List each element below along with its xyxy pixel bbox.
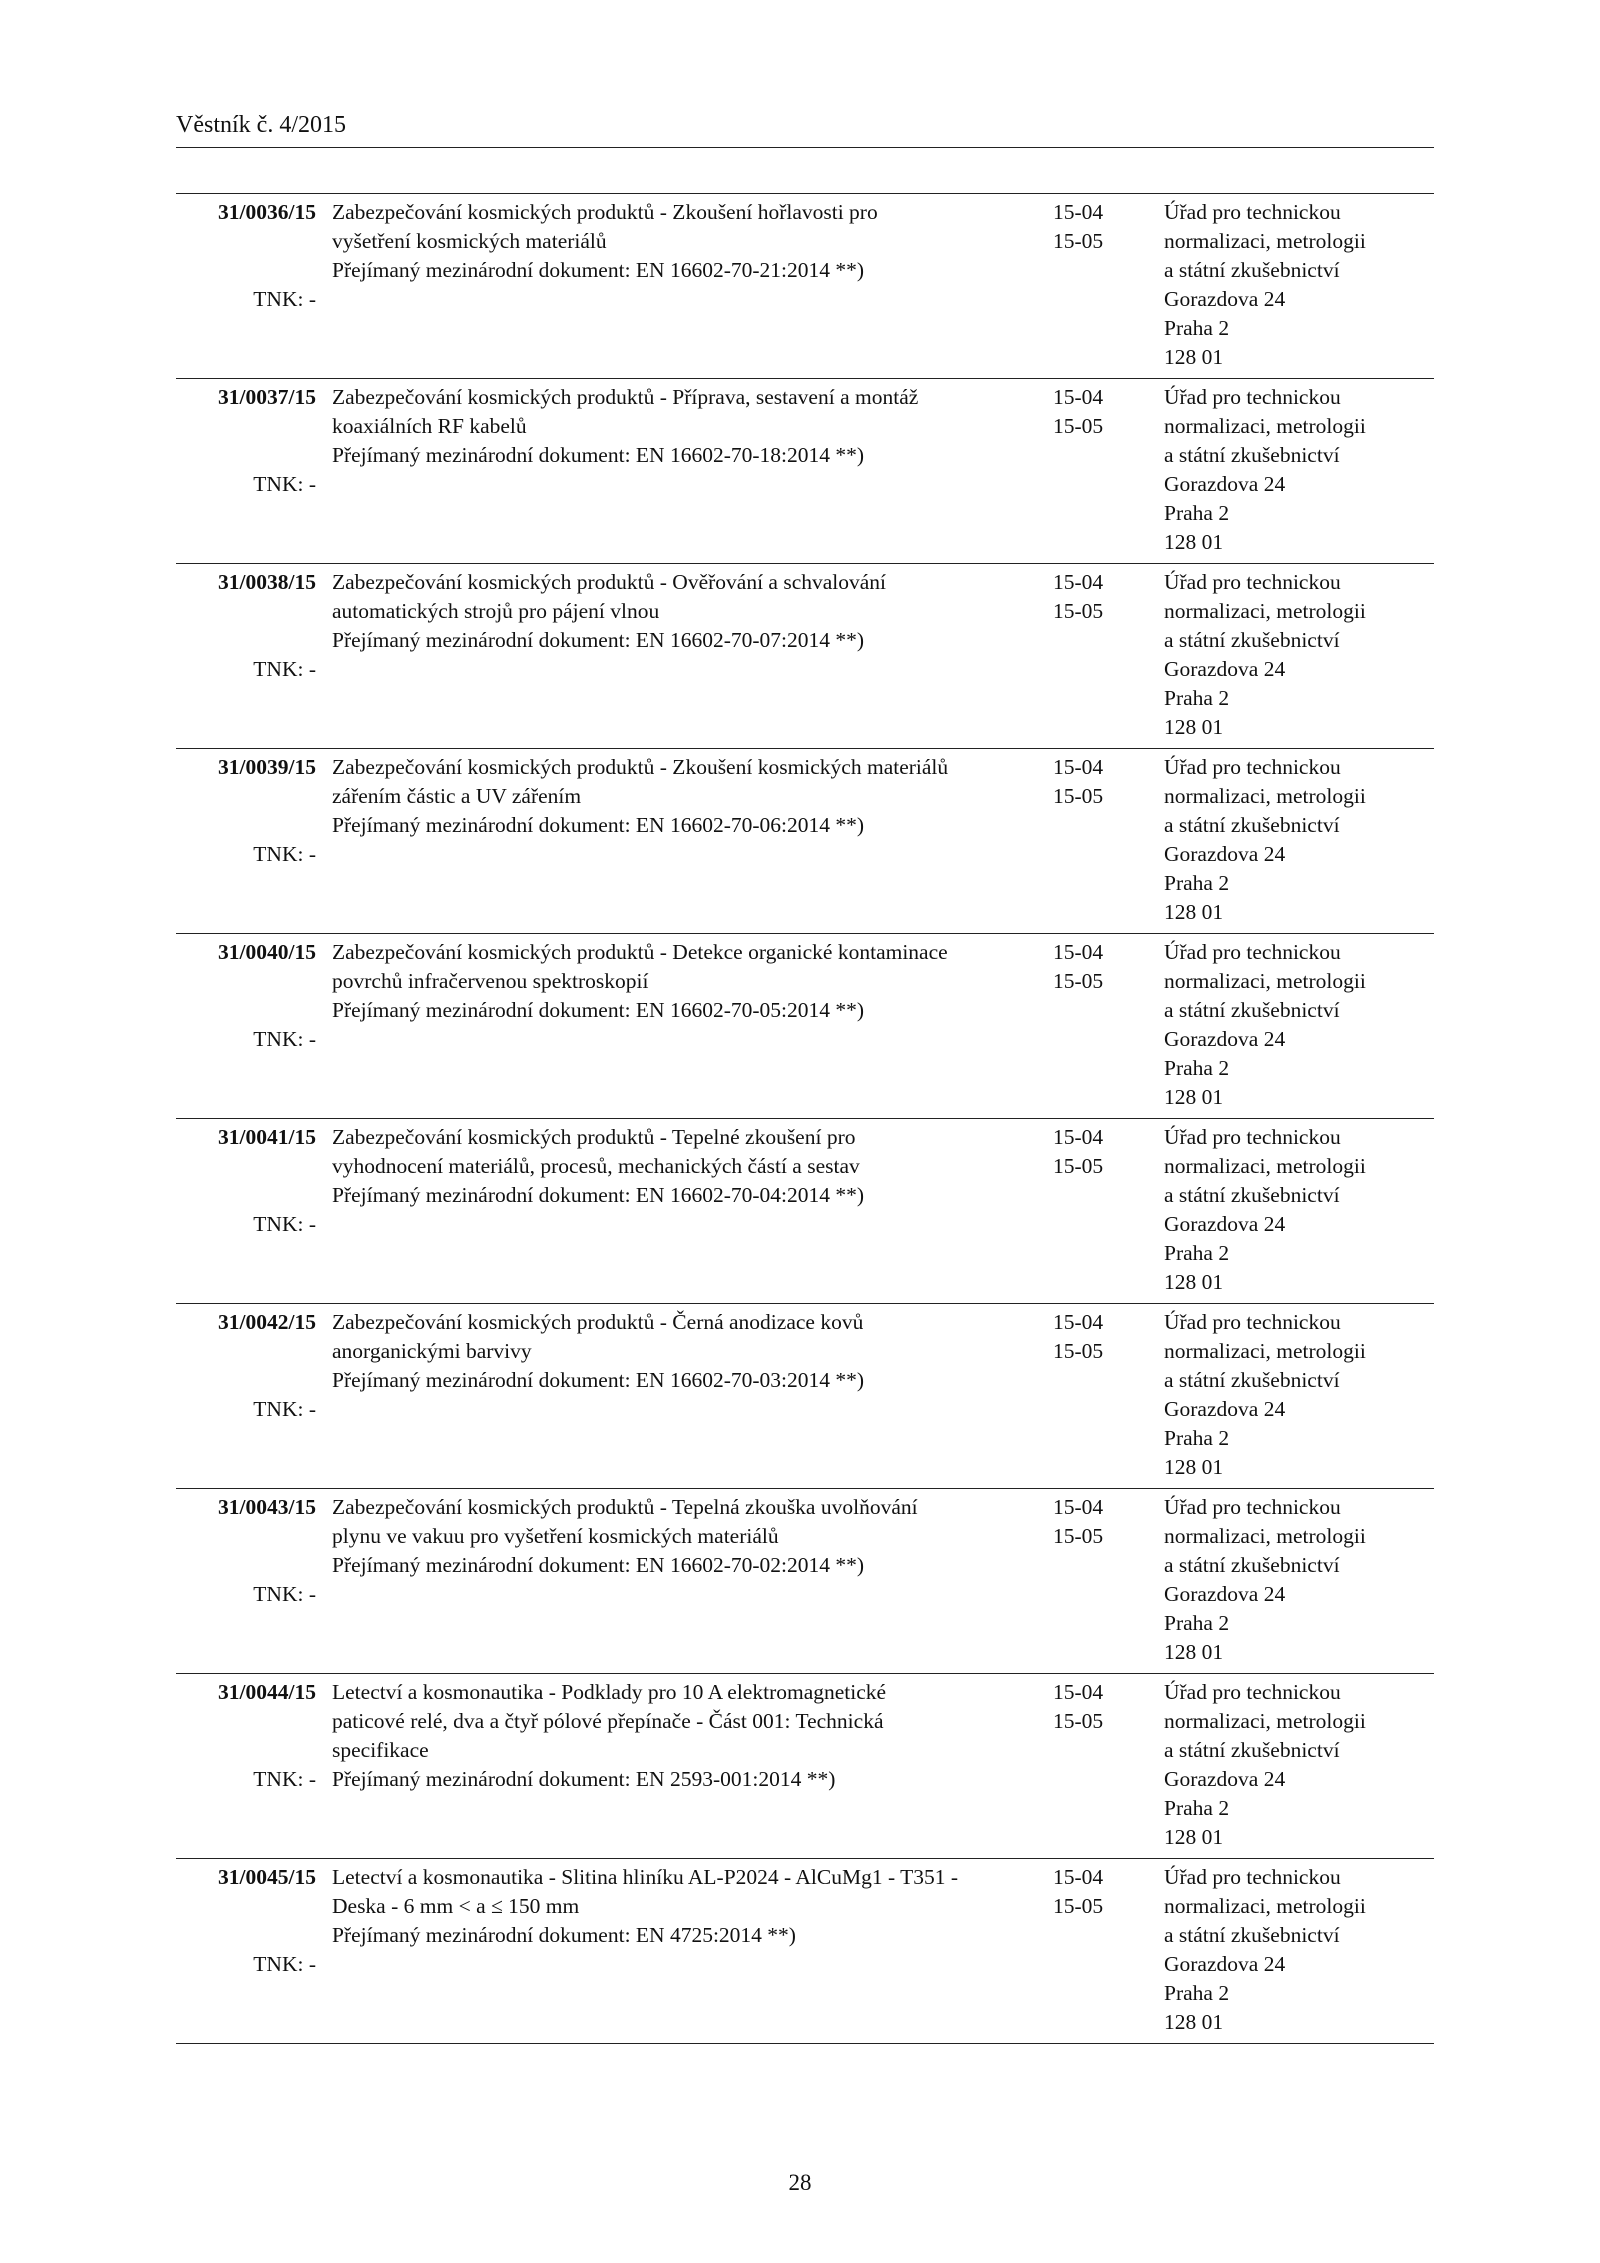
entry-address-line: a státní zkušebnictví: [1164, 1553, 1340, 1577]
entry-codes: [1053, 938, 1133, 996]
entry-address-line: Gorazdova 24: [1164, 1397, 1286, 1421]
entry-codes: [1053, 1308, 1133, 1366]
entry-codes-line: 15-05: [1053, 1894, 1104, 1918]
entry-address: [1164, 753, 1434, 927]
entry-address-line: normalizaci, metrologii: [1164, 1154, 1366, 1178]
entry-description-line: specifikace: [332, 1738, 429, 1762]
table-row: [176, 1118, 1434, 1303]
entry-address-line: 128 01: [1164, 1640, 1224, 1664]
entry-address-line: Úřad pro technickou: [1164, 1125, 1341, 1149]
entry-description-line: vyšetření kosmických materiálů: [332, 229, 607, 253]
table-row: [176, 193, 1434, 378]
entry-description-line: Zabezpečování kosmických produktů - Tepelná zkouška uvolňování: [332, 1495, 918, 1519]
entry-description-line: Přejímaný mezinárodní dokument: EN 16602-70-02:2014 **): [332, 1553, 865, 1577]
entry-codes-line: 15-05: [1053, 1154, 1104, 1178]
entry-address-line: Úřad pro technickou: [1164, 385, 1341, 409]
entry-number-cell: [176, 1863, 316, 1976]
entry-description-line: Zabezpečování kosmických produktů - Detekce organické kontaminace: [332, 940, 948, 964]
entry-codes: [1053, 1123, 1133, 1181]
entry-number: 31/0036/15: [218, 200, 316, 224]
entry-codes-line: 15-05: [1053, 599, 1104, 623]
entry-codes: [1053, 753, 1133, 811]
page-header: Věstník č. 4/2015: [176, 112, 346, 138]
entry-number-cell: [176, 1123, 316, 1236]
entry-description-line: Přejímaný mezinárodní dokument: EN 16602-70-03:2014 **): [332, 1368, 865, 1392]
entry-address-line: 128 01: [1164, 715, 1224, 739]
entry-address-line: normalizaci, metrologii: [1164, 599, 1366, 623]
entry-address-line: Gorazdova 24: [1164, 1582, 1286, 1606]
entry-address-line: Úřad pro technickou: [1164, 200, 1341, 224]
entry-description-line: Přejímaný mezinárodní dokument: EN 16602-70-05:2014 **): [332, 998, 865, 1022]
entry-tnk: TNK: -: [253, 1212, 316, 1236]
entry-description-line: Přejímaný mezinárodní dokument: EN 16602-70-21:2014 **): [332, 258, 865, 282]
entry-description-line: Přejímaný mezinárodní dokument: EN 4725:2014 **): [332, 1923, 796, 1947]
entry-tnk: TNK: -: [253, 1582, 316, 1606]
entry-codes-line: 15-04: [1053, 1310, 1104, 1334]
entry-tnk: TNK: -: [253, 1027, 316, 1051]
entry-address-line: 128 01: [1164, 345, 1224, 369]
table-row: [176, 1488, 1434, 1673]
entry-description-line: Zabezpečování kosmických produktů - Zkoušení kosmických materiálů: [332, 755, 949, 779]
entry-address-line: Gorazdova 24: [1164, 472, 1286, 496]
entry-address: [1164, 1493, 1434, 1667]
entry-address-line: normalizaci, metrologii: [1164, 784, 1366, 808]
entry-address-line: Gorazdova 24: [1164, 657, 1286, 681]
entry-address-line: 128 01: [1164, 1085, 1224, 1109]
entry-address-line: 128 01: [1164, 530, 1224, 554]
entry-codes-line: 15-04: [1053, 1865, 1104, 1889]
entry-codes-line: 15-04: [1053, 1680, 1104, 1704]
entry-address-line: Gorazdova 24: [1164, 1767, 1286, 1791]
entry-codes: [1053, 568, 1133, 626]
table-row: [176, 748, 1434, 933]
entry-number-cell: [176, 198, 316, 311]
entry-address-line: Úřad pro technickou: [1164, 1680, 1341, 1704]
entry-address-line: a státní zkušebnictví: [1164, 998, 1340, 1022]
entry-address-line: 128 01: [1164, 1825, 1224, 1849]
entry-description-line: Deska - 6 mm < a ≤ 150 mm: [332, 1894, 580, 1918]
entry-address-line: a státní zkušebnictví: [1164, 1368, 1340, 1392]
entry-description-line: Zabezpečování kosmických produktů - Zkoušení hořlavosti pro: [332, 200, 878, 224]
standards-table: [176, 193, 1434, 2044]
entry-address: [1164, 1678, 1434, 1852]
entry-address-line: Úřad pro technickou: [1164, 1495, 1341, 1519]
entry-address-line: Gorazdova 24: [1164, 1212, 1286, 1236]
entry-address-line: Praha 2: [1164, 1241, 1230, 1265]
entry-address-line: 128 01: [1164, 2010, 1224, 2034]
entry-address: [1164, 1123, 1434, 1297]
entry-number-cell: [176, 383, 316, 496]
entry-number: 31/0037/15: [218, 385, 316, 409]
entry-number: 31/0039/15: [218, 755, 316, 779]
entry-address-line: a státní zkušebnictví: [1164, 628, 1340, 652]
entry-address-line: a státní zkušebnictví: [1164, 813, 1340, 837]
entry-codes-line: 15-05: [1053, 784, 1104, 808]
table-row: [176, 378, 1434, 563]
entry-address-line: Úřad pro technickou: [1164, 1865, 1341, 1889]
table-row: [176, 933, 1434, 1118]
entry-number-cell: [176, 568, 316, 681]
entry-codes-line: 15-04: [1053, 385, 1104, 409]
entry-description-line: Zabezpečování kosmických produktů - Tepelné zkoušení pro: [332, 1125, 856, 1149]
entry-address-line: Praha 2: [1164, 1981, 1230, 2005]
entry-description-line: zářením částic a UV zářením: [332, 784, 582, 808]
entry-address-line: normalizaci, metrologii: [1164, 414, 1366, 438]
entry-description-line: Letectví a kosmonautika - Slitina hliníku AL-P2024 - AlCuMg1 - T351 -: [332, 1865, 959, 1889]
entry-address-line: Praha 2: [1164, 316, 1230, 340]
entry-address-line: Praha 2: [1164, 501, 1230, 525]
entry-codes-line: 15-05: [1053, 1339, 1104, 1363]
entry-description-line: paticové relé, dva a čtyř pólové přepínače - Část 001: Technická: [332, 1709, 884, 1733]
table-row: [176, 1673, 1434, 1858]
entry-codes-line: 15-04: [1053, 1495, 1104, 1519]
table-row: [176, 1858, 1434, 2044]
entry-address-line: Gorazdova 24: [1164, 1027, 1286, 1051]
entry-number: 31/0041/15: [218, 1125, 316, 1149]
entry-address-line: Úřad pro technickou: [1164, 940, 1341, 964]
entry-address-line: Úřad pro technickou: [1164, 755, 1341, 779]
entry-codes: [1053, 198, 1133, 256]
entry-address-line: normalizaci, metrologii: [1164, 1339, 1366, 1363]
entry-address-line: Gorazdova 24: [1164, 842, 1286, 866]
entry-number-cell: [176, 1493, 316, 1606]
entry-codes-line: 15-05: [1053, 1524, 1104, 1548]
entry-codes-line: 15-04: [1053, 940, 1104, 964]
entry-description-line: anorganickými barvivy: [332, 1339, 532, 1363]
entry-address-line: normalizaci, metrologii: [1164, 969, 1366, 993]
entry-description-line: automatických strojů pro pájení vlnou: [332, 599, 660, 623]
entry-address-line: 128 01: [1164, 900, 1224, 924]
entry-codes-line: 15-05: [1053, 969, 1104, 993]
entry-number-cell: [176, 1308, 316, 1421]
entry-number: 31/0044/15: [218, 1680, 316, 1704]
entry-description-line: Přejímaný mezinárodní dokument: EN 2593-001:2014 **): [332, 1767, 836, 1791]
entry-address-line: normalizaci, metrologii: [1164, 1894, 1366, 1918]
entry-address-line: Praha 2: [1164, 1796, 1230, 1820]
entry-tnk: TNK: -: [253, 1767, 316, 1791]
entry-address: [1164, 198, 1434, 372]
entry-number-cell: [176, 938, 316, 1051]
entry-tnk: TNK: -: [253, 287, 316, 311]
entry-address-line: Praha 2: [1164, 1611, 1230, 1635]
entry-address-line: a státní zkušebnictví: [1164, 443, 1340, 467]
entry-number: 31/0043/15: [218, 1495, 316, 1519]
entry-address-line: Úřad pro technickou: [1164, 570, 1341, 594]
entry-codes-line: 15-04: [1053, 755, 1104, 779]
entry-address: [1164, 383, 1434, 557]
entry-address-line: 128 01: [1164, 1455, 1224, 1479]
entry-description-line: Zabezpečování kosmických produktů - Černá anodizace kovů: [332, 1310, 864, 1334]
entry-codes: [1053, 1678, 1133, 1736]
entry-tnk: TNK: -: [253, 1397, 316, 1421]
entry-address-line: normalizaci, metrologii: [1164, 1709, 1366, 1733]
entry-description-line: koaxiálních RF kabelů: [332, 414, 527, 438]
entry-address-line: a státní zkušebnictví: [1164, 258, 1340, 282]
entry-address-line: a státní zkušebnictví: [1164, 1738, 1340, 1762]
table-row: [176, 1303, 1434, 1488]
entry-tnk: TNK: -: [253, 842, 316, 866]
entry-description-line: Přejímaný mezinárodní dokument: EN 16602-70-07:2014 **): [332, 628, 865, 652]
entry-address: [1164, 938, 1434, 1112]
entry-tnk: TNK: -: [253, 472, 316, 496]
entry-address-line: Praha 2: [1164, 1426, 1230, 1450]
entry-address-line: Gorazdova 24: [1164, 1952, 1286, 1976]
entry-codes-line: 15-04: [1053, 200, 1104, 224]
entry-description-line: Přejímaný mezinárodní dokument: EN 16602-70-18:2014 **): [332, 443, 865, 467]
entry-address-line: Gorazdova 24: [1164, 287, 1286, 311]
entry-number-cell: [176, 753, 316, 866]
entry-codes-line: 15-05: [1053, 229, 1104, 253]
entry-description-line: plynu ve vakuu pro vyšetření kosmických materiálů: [332, 1524, 779, 1548]
entry-address-line: normalizaci, metrologii: [1164, 229, 1366, 253]
entry-description-line: povrchů infračervenou spektroskopií: [332, 969, 649, 993]
entry-description-line: Zabezpečování kosmických produktů - Ověřování a schvalování: [332, 570, 887, 594]
entry-address: [1164, 568, 1434, 742]
table-row: [176, 563, 1434, 748]
entry-codes-line: 15-04: [1053, 570, 1104, 594]
entry-codes-line: 15-05: [1053, 414, 1104, 438]
entry-address: [1164, 1863, 1434, 2037]
entry-tnk: TNK: -: [253, 1952, 316, 1976]
entry-address: [1164, 1308, 1434, 1482]
entry-description-line: Přejímaný mezinárodní dokument: EN 16602-70-04:2014 **): [332, 1183, 865, 1207]
entry-codes-line: 15-05: [1053, 1709, 1104, 1733]
entry-number: 31/0040/15: [218, 940, 316, 964]
entry-number: 31/0045/15: [218, 1865, 316, 1889]
entry-number: 31/0042/15: [218, 1310, 316, 1334]
entry-codes: [1053, 1493, 1133, 1551]
entry-number-cell: [176, 1678, 316, 1791]
entry-description-line: Letectví a kosmonautika - Podklady pro 10 A elektromagnetické: [332, 1680, 887, 1704]
entry-address-line: Praha 2: [1164, 686, 1230, 710]
entry-description-line: vyhodnocení materiálů, procesů, mechanických částí a sestav: [332, 1154, 860, 1178]
entry-codes: [1053, 1863, 1133, 1921]
entry-address-line: a státní zkušebnictví: [1164, 1183, 1340, 1207]
entry-address-line: a státní zkušebnictví: [1164, 1923, 1340, 1947]
entry-address-line: 128 01: [1164, 1270, 1224, 1294]
entry-description-line: Zabezpečování kosmických produktů - Příprava, sestavení a montáž: [332, 385, 919, 409]
entry-address-line: Praha 2: [1164, 871, 1230, 895]
entry-address-line: normalizaci, metrologii: [1164, 1524, 1366, 1548]
entry-tnk: TNK: -: [253, 657, 316, 681]
entry-codes: [1053, 383, 1133, 441]
entry-address-line: Praha 2: [1164, 1056, 1230, 1080]
page-number: 28: [788, 2170, 812, 2195]
header-rule: [176, 147, 1434, 148]
entry-number: 31/0038/15: [218, 570, 316, 594]
entry-codes-line: 15-04: [1053, 1125, 1104, 1149]
entry-address-line: Úřad pro technickou: [1164, 1310, 1341, 1334]
entry-description-line: Přejímaný mezinárodní dokument: EN 16602-70-06:2014 **): [332, 813, 865, 837]
